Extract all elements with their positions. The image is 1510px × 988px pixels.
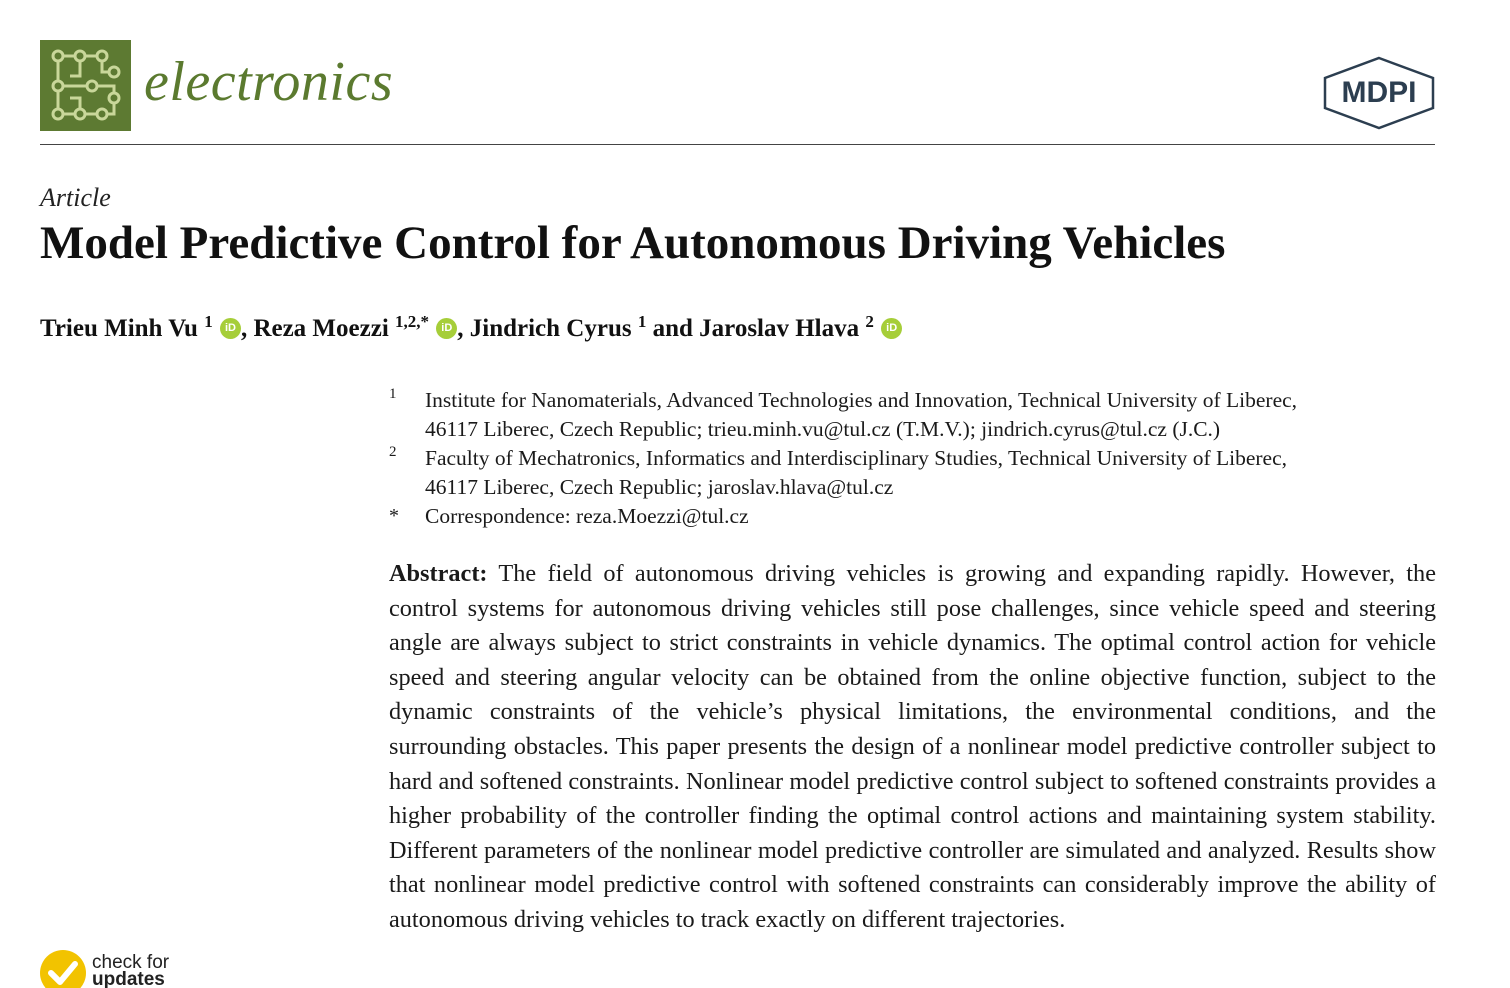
- author-name: Trieu Minh Vu: [40, 315, 198, 342]
- check-updates-line2: updates: [92, 969, 165, 988]
- abstract: [389, 557, 1436, 938]
- author-name: Jindrich Cyrus: [469, 315, 632, 342]
- mdpi-logo-text: MDPI: [1341, 76, 1417, 109]
- author-list: [40, 312, 902, 343]
- mdpi-logo: [1323, 56, 1435, 130]
- affiliation-mark: 1: [389, 386, 397, 402]
- affiliations: [389, 386, 1439, 531]
- abstract-label: Abstract:: [389, 560, 488, 587]
- author-separator: ,: [240, 315, 254, 342]
- journal-header: [40, 40, 1435, 145]
- journal-name: electronics: [144, 51, 394, 113]
- affiliation-item: [389, 386, 1439, 444]
- author-name: Jaroslav Hlava: [699, 315, 860, 342]
- article-type: Article: [40, 183, 111, 212]
- check-updates-line1: check for: [92, 952, 170, 973]
- author-separator: and: [646, 315, 700, 342]
- author-affiliation-mark: 1: [204, 312, 213, 331]
- journal-logo-icon: [40, 40, 131, 131]
- check-for-updates-badge[interactable]: [40, 950, 200, 988]
- orcid-icon[interactable]: iD: [436, 318, 457, 339]
- affiliation-mark: 2: [389, 444, 397, 460]
- author-affiliation-mark: 2: [865, 312, 874, 331]
- abstract-text: The field of autonomous driving vehicles is growing and expanding rapidly. However, the control systems for autonomous driving vehicles still pose challenges, since vehicle speed and steering angle are always subject to strict constraints in vehicle dynamics. The optimal control action for vehicle speed and steering angular velocity can be obtained from the online objective function, subject to the dynamic constraints of the vehicle’s physical limitations, the environmental conditions, and the surrounding obstacles. This paper presents the design of a nonlinear model predictive controller subject to hard and softened constraints. Nonlinear model predictive control subject to softened constraints provides a higher probability of the controller finding the optimal control actions and maintaining system stability. Different parameters of the nonlinear model predictive controller are simulated and analyzed. Results show that nonlinear model predictive control with softened constraints can considerably improve the ability of autonomous driving vehicles to track exactly on different trajectories.: [389, 560, 1436, 933]
- affiliation-line: 46117 Liberec, Czech Republic; trieu.minh.vu@tul.cz (T.M.V.); jindrich.cyrus@tul.cz (J.C.): [425, 417, 1221, 441]
- affiliation-line: 46117 Liberec, Czech Republic; jaroslav.hlava@tul.cz: [425, 475, 894, 499]
- correspondence-line: Correspondence: reza.Moezzi@tul.cz: [425, 504, 749, 528]
- affiliation-line: Institute for Nanomaterials, Advanced Technologies and Innovation, Technical University of Liberec,: [425, 388, 1298, 412]
- check-updates-icon: [40, 950, 86, 988]
- orcid-icon[interactable]: iD: [220, 318, 241, 339]
- author-affiliation-mark: 1: [637, 312, 647, 331]
- affiliation-item: [389, 444, 1439, 502]
- author-name: Reza Moezzi: [253, 315, 389, 342]
- correspondence-item: [389, 502, 1439, 531]
- author-separator: ,: [457, 315, 470, 342]
- check-updates-text: [92, 954, 169, 988]
- affiliation-line: Faculty of Mechatronics, Informatics and Interdisciplinary Studies, Technical University of Liberec,: [425, 446, 1288, 470]
- orcid-icon[interactable]: iD: [881, 318, 902, 339]
- correspondence-mark: *: [389, 505, 399, 527]
- paper-title: Model Predictive Control for Autonomous Driving Vehicles: [40, 217, 1226, 269]
- author-affiliation-mark: 1,2,*: [395, 312, 430, 331]
